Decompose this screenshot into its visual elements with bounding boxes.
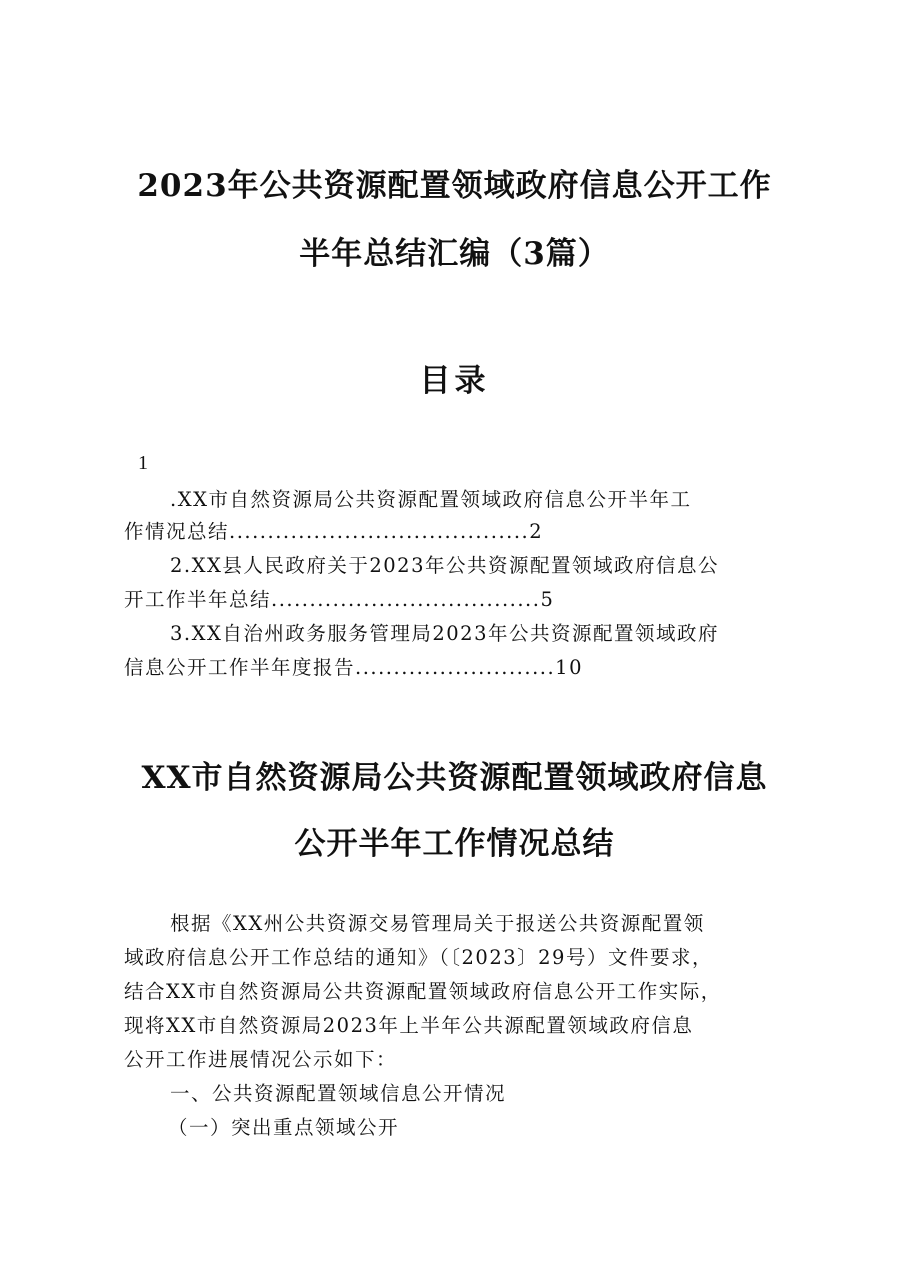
paragraph-line-3: 结合XX市自然资源局公共资源配置领域政府信息公开工作实际， [124,980,722,1003]
article-title-line-2: 公开半年工作情况总结 [294,826,615,862]
document-title-line-1: 2023年公共资源配置领域政府信息公开工作 [137,168,772,204]
paragraph-line-2: 域政府信息公开工作总结的通知》（〔2023〕29号）文件要求， [124,946,713,969]
section-heading-1-text: 一、公共资源配置领域信息公开情况 [170,1082,507,1105]
subsection-heading-1: （一）突出重点领域公开 [168,1116,400,1139]
document-title-line-2: 半年总结汇编（3篇） [299,236,610,272]
paragraph-line-1 [124,908,814,936]
paragraph-line-4: 现将XX市自然资源局2023年上半年公共源配置领域政府信息 [124,1014,694,1037]
paragraph-line-5: 公开工作进展情况公示如下： [124,1048,398,1071]
section-heading-1 [124,1078,814,1106]
toc-item-3-line-1[interactable] [124,618,814,646]
toc-item-2-line-1[interactable] [124,550,814,578]
paragraph-line-1-text: 根据《XX州公共资源交易管理局关于报送公共资源配置领 [170,912,705,935]
toc-item-2-line-2[interactable]: 开工作半年总结...................................5 [124,588,555,611]
toc-item-1-line-1[interactable] [124,484,814,512]
toc-heading: 目录 [419,363,490,399]
toc-item-1-text: .XX市自然资源局公共资源配置领域政府信息公开半年工 [170,488,692,511]
toc-item-3-line-2[interactable]: 信息公开工作半年度报告..........................10 [124,656,583,679]
toc-number: 1 [138,452,148,474]
toc-item-2-text: 2.XX县人民政府关于2023年公共资源配置领域政府信息公 [170,554,719,577]
toc-item-3-text: 3.XX自治州政务服务管理局2023年公共资源配置领域政府 [170,622,719,645]
toc-item-1-line-2[interactable]: 作情况总结.......................................2 [124,520,544,543]
article-title-line-1: XX市自然资源局公共资源配置领域政府信息 [141,760,768,796]
